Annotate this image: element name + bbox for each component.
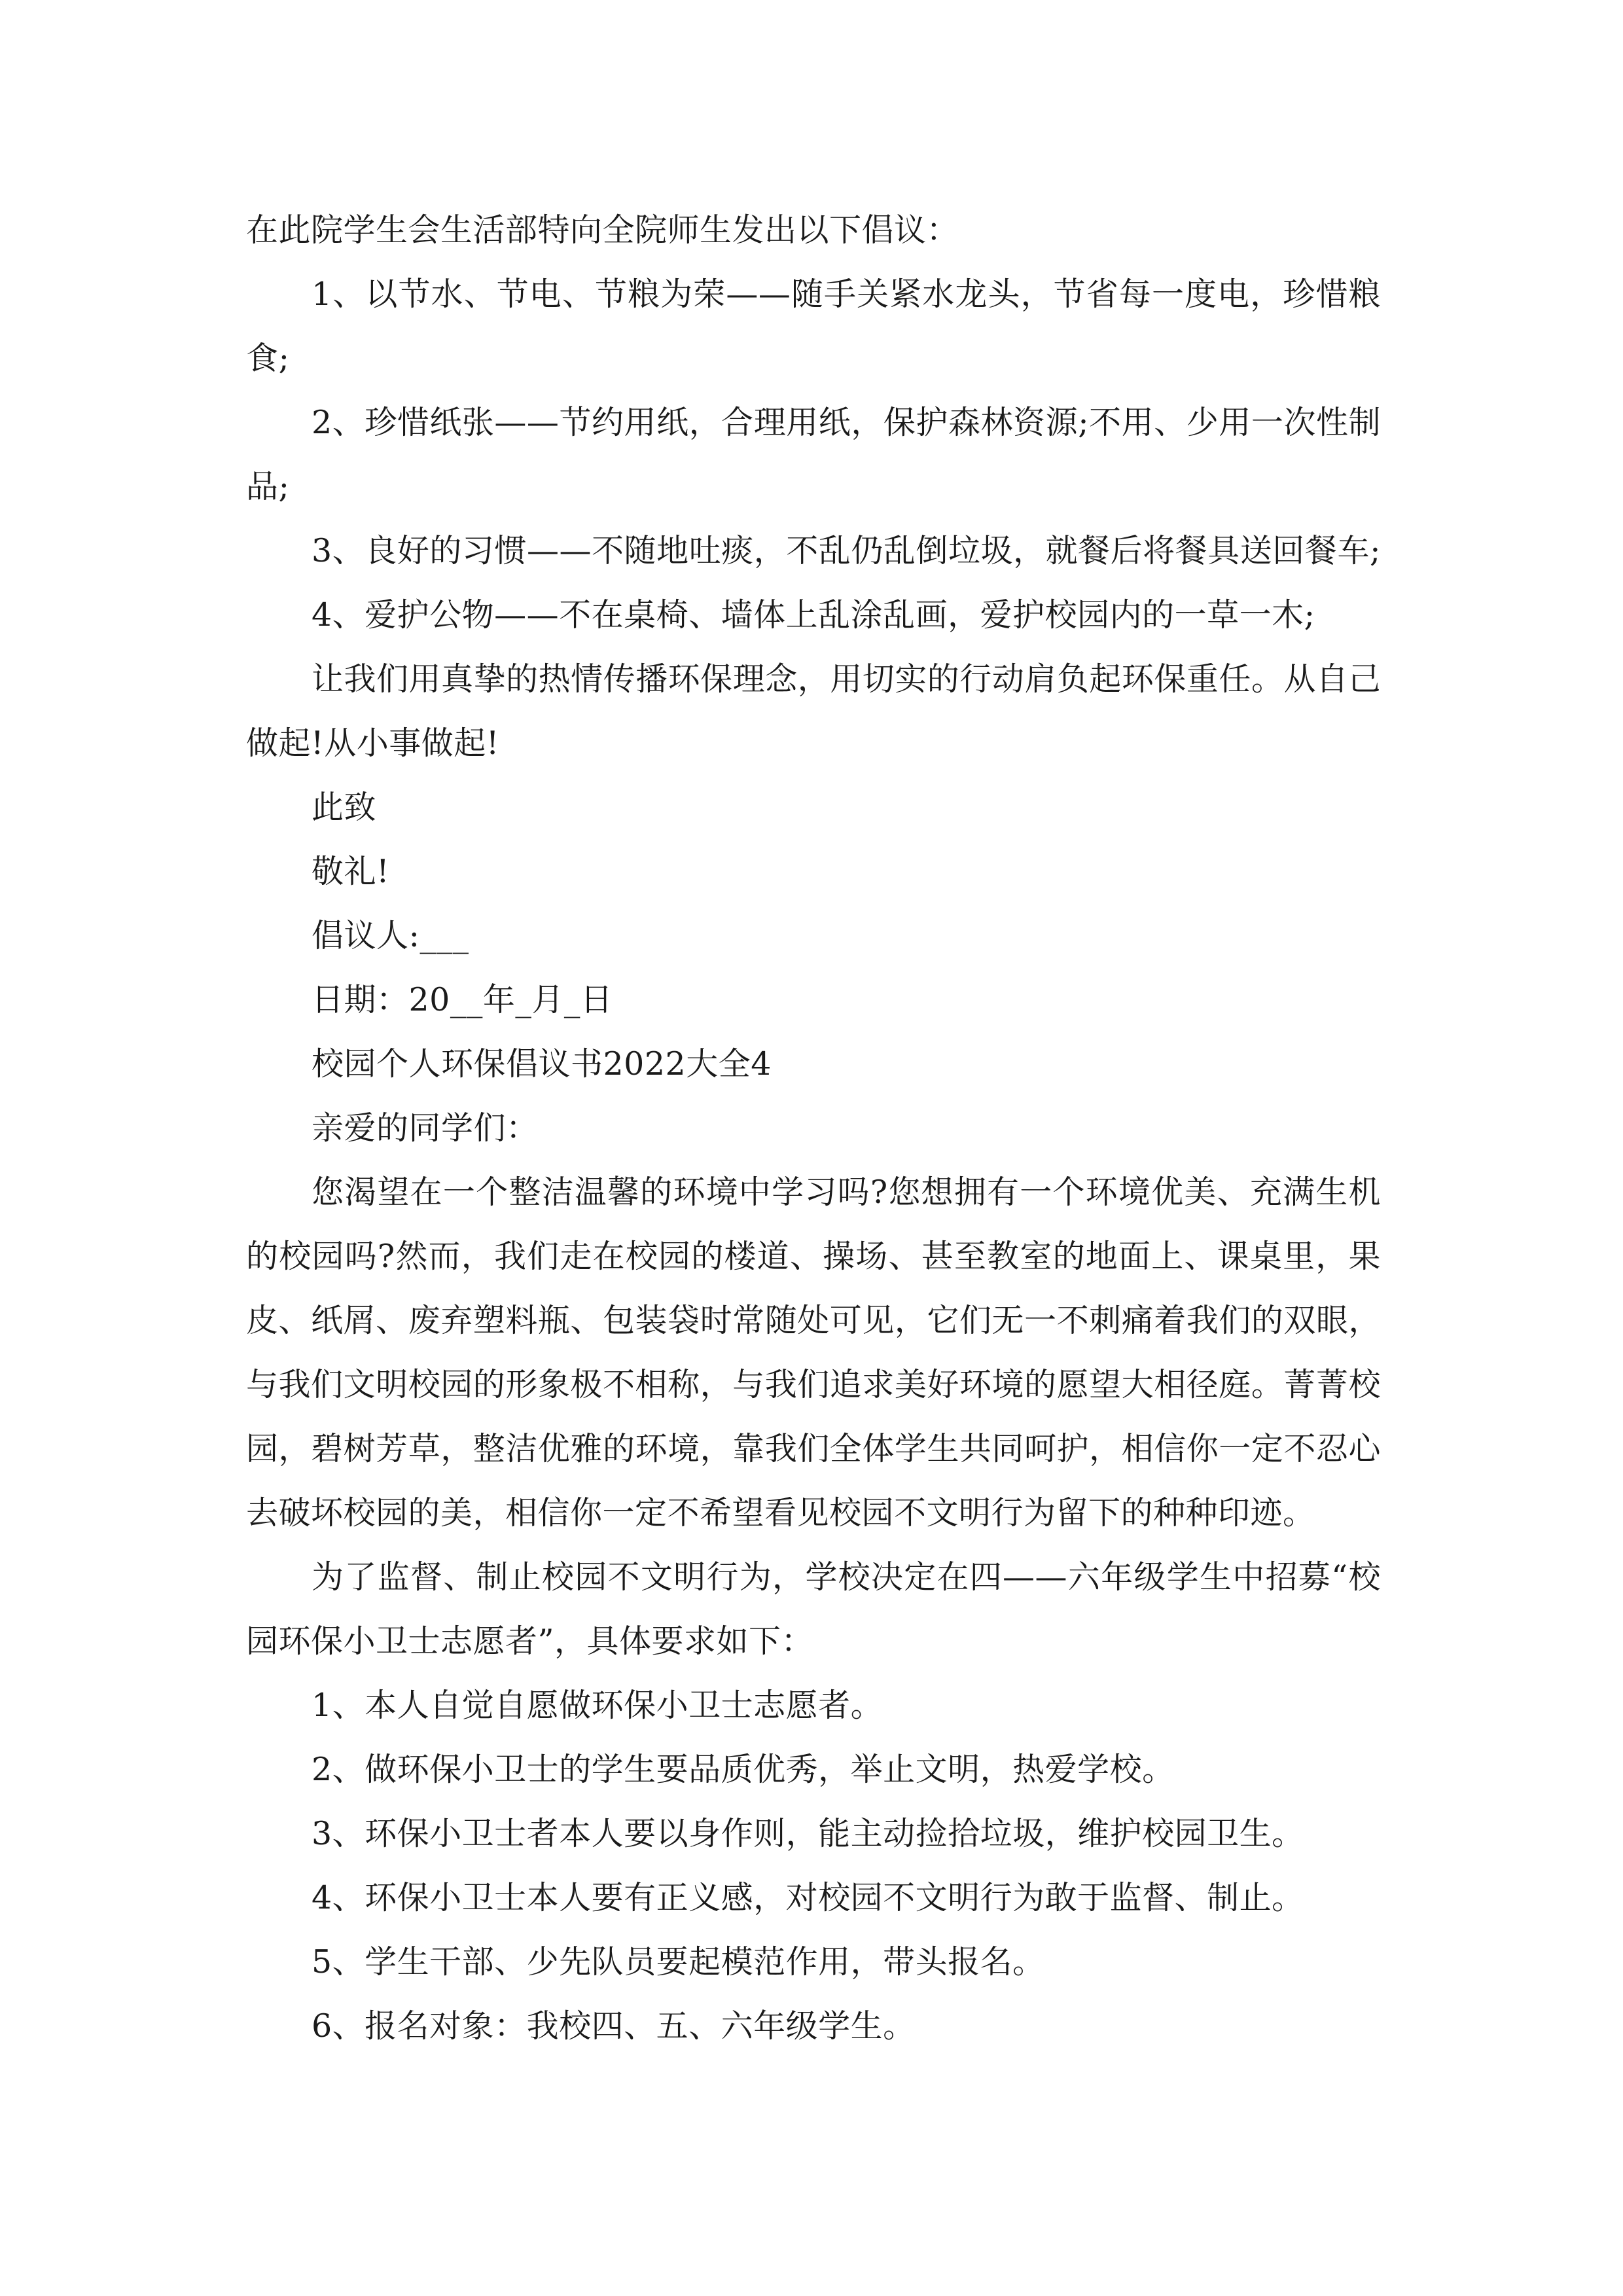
text-line: 此致 <box>312 789 377 826</box>
text-line: 1、本人自觉自愿做环保小卫士志愿者。 <box>312 1687 883 1724</box>
text-line: 为了监督、制止校园不文明行为，学校决定在四——六年级学生中招募“校 <box>312 1558 1381 1596</box>
text-line: 您渴望在一个整洁温馨的环境中学习吗?您想拥有一个环境优美、充满生机 <box>312 1174 1381 1211</box>
text-line: 敬礼! <box>312 853 390 890</box>
text-line: 食; <box>246 340 290 377</box>
text-line: 1、以节水、节电、节粮为荣——随手关紧水龙头，节省每一度电，珍惜粮 <box>312 276 1381 313</box>
text-line: 倡议人:___ <box>312 917 469 954</box>
document-body <box>246 198 1381 2058</box>
text-line: 的校园吗?然而，我们走在校园的楼道、操场、甚至教室的地面上、课桌里，果 <box>246 1238 1381 1275</box>
text-line: 3、良好的习惯——不随地吐痰，不乱仍乱倒垃圾，就餐后将餐具送回餐车; <box>312 532 1381 569</box>
text-line: 园环保小卫士志愿者”，具体要求如下： <box>246 1623 814 1660</box>
text-line: 2、做环保小卫士的学生要品质优秀，举止文明，热爱学校。 <box>312 1751 1175 1788</box>
text-line: 4、环保小卫士本人要有正义感，对校园不文明行为敢于监督、制止。 <box>312 1879 1304 1916</box>
text-line: 日期：20__年_月_日 <box>312 981 613 1018</box>
text-line: 在此院学生会生活部特向全院师生发出以下倡议： <box>246 211 959 249</box>
text-line: 做起!从小事做起! <box>246 725 499 762</box>
text-line: 6、报名对象：我校四、五、六年级学生。 <box>312 2007 916 2045</box>
text-line: 品; <box>246 468 290 505</box>
text-line: 4、爱护公物——不在桌椅、墙体上乱涂乱画，爱护校园内的一草一木; <box>312 596 1315 634</box>
text-line: 园，碧树芳草，整洁优雅的环境，靠我们全体学生共同呵护，相信你一定不忍心 <box>246 1430 1381 1467</box>
text-line: 皮、纸屑、废弃塑料瓶、包装袋时常随处可见，它们无一不刺痛着我们的双眼， <box>246 1302 1381 1339</box>
section-heading: 校园个人环保倡议书2022大全4 <box>312 1045 772 1083</box>
text-line: 5、学生干部、少先队员要起模范作用，带头报名。 <box>312 1943 1045 1981</box>
text-line: 去破坏校园的美，相信你一定不希望看见校园不文明行为留下的种种印迹。 <box>246 1494 1315 1532</box>
text-line: 3、环保小卫士者本人要以身作则，能主动捡拾垃圾，维护校园卫生。 <box>312 1815 1304 1852</box>
text-line: 与我们文明校园的形象极不相称，与我们追求美好环境的愿望大相径庭。菁菁校 <box>246 1366 1381 1403</box>
text-line: 2、珍惜纸张——节约用纸，合理用纸，保护森林资源;不用、少用一次性制 <box>312 404 1381 441</box>
text-line: 亲爱的同学们： <box>312 1109 539 1147</box>
text-line: 让我们用真挚的热情传播环保理念，用切实的行动肩负起环保重任。从自己 <box>312 660 1381 698</box>
